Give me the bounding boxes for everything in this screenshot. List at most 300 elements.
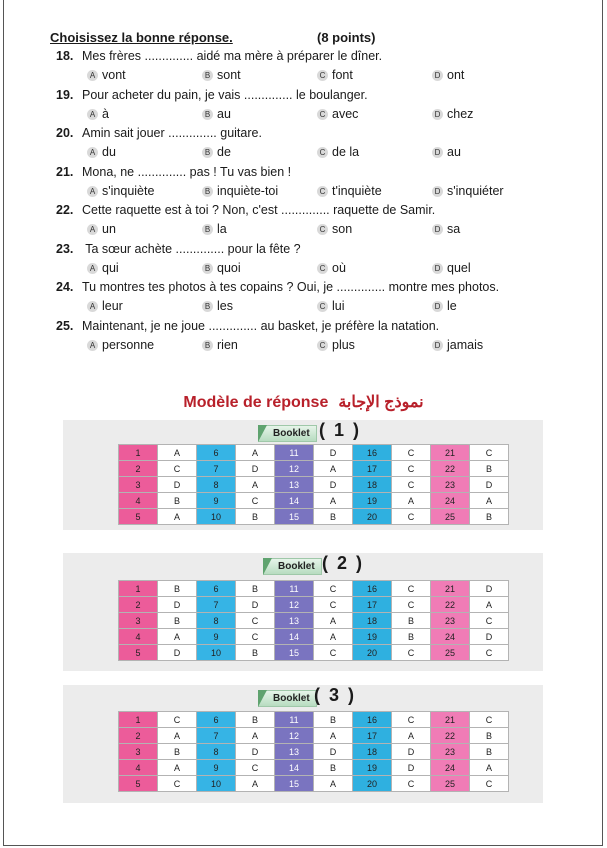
question-list — [56, 49, 576, 357]
question-number-cell: 8 — [197, 613, 236, 629]
question-stem — [56, 319, 439, 333]
question-number-cell: 18 — [353, 477, 392, 493]
answer-cell: C — [236, 613, 275, 629]
option-letter-icon: A — [87, 147, 98, 158]
question-number: 20. — [56, 126, 74, 140]
option-list — [87, 107, 577, 125]
answer-cell: C — [470, 645, 509, 661]
option-letter-icon: C — [317, 263, 328, 274]
option-list — [87, 299, 577, 317]
answer-cell: B — [158, 493, 197, 509]
answer-option[interactable] — [87, 68, 126, 82]
answer-option[interactable] — [202, 299, 233, 313]
answer-cell: C — [392, 645, 431, 661]
grid-row — [119, 461, 509, 477]
option-letter-icon: A — [87, 301, 98, 312]
option-text: au — [447, 145, 461, 159]
question-number-cell: 17 — [353, 728, 392, 744]
question-number-cell: 24 — [431, 629, 470, 645]
answer-cell: B — [314, 760, 353, 776]
answer-cell: B — [314, 509, 353, 525]
question-number: 19. — [56, 87, 74, 102]
model-title-ar: نموذج الإجابة — [338, 394, 424, 411]
answer-option[interactable] — [317, 107, 358, 121]
answer-option[interactable] — [317, 261, 346, 275]
question-number-cell: 18 — [353, 744, 392, 760]
answer-cell: B — [236, 581, 275, 597]
question-number: 21. — [56, 164, 74, 179]
grid-row — [119, 760, 509, 776]
answer-option[interactable] — [87, 107, 109, 121]
option-list — [87, 184, 577, 202]
question-number-cell: 25 — [431, 645, 470, 661]
booklet-tag: Booklet — [258, 425, 317, 442]
answer-option[interactable] — [317, 145, 359, 159]
answer-option[interactable] — [432, 184, 504, 198]
option-letter-icon: C — [317, 70, 328, 81]
question-number-cell: 6 — [197, 581, 236, 597]
answer-cell: C — [236, 760, 275, 776]
answer-option[interactable] — [432, 299, 457, 313]
answer-option[interactable] — [202, 68, 241, 82]
question-number: 18. — [56, 49, 74, 63]
answer-cell: C — [392, 712, 431, 728]
option-letter-icon: C — [317, 340, 328, 351]
question-number-cell: 21 — [431, 712, 470, 728]
question-text: Pour acheter du pain, je vais .............. le boulanger. — [82, 87, 368, 102]
question-number-cell: 3 — [119, 744, 158, 760]
question-number-cell: 23 — [431, 613, 470, 629]
answer-cell: D — [470, 629, 509, 645]
question-number-cell: 5 — [119, 509, 158, 525]
booklet-number: ( 1 ) — [319, 420, 362, 440]
question-number-cell: 7 — [197, 461, 236, 477]
question-text: Maintenant, je ne joue .............. au basket, je préfère la natation. — [82, 318, 440, 333]
answer-option[interactable] — [87, 299, 123, 313]
option-text: chez — [447, 106, 474, 121]
answer-cell: B — [236, 645, 275, 661]
question-number-cell: 12 — [275, 461, 314, 477]
option-letter-icon: B — [202, 340, 213, 351]
grid-row — [119, 629, 509, 645]
answer-option[interactable] — [87, 338, 154, 352]
question-number-cell: 2 — [119, 597, 158, 613]
question-number: 22. — [56, 203, 74, 217]
answer-option[interactable] — [432, 107, 473, 121]
question-number-cell: 9 — [197, 629, 236, 645]
question-stem — [56, 242, 301, 256]
answer-cell: A — [470, 760, 509, 776]
booklet-header — [63, 420, 543, 442]
question-item — [56, 280, 576, 319]
question-number-cell: 12 — [275, 597, 314, 613]
option-list — [87, 145, 577, 163]
question-number-cell: 16 — [353, 445, 392, 461]
question-number-cell: 17 — [353, 597, 392, 613]
answer-grid — [118, 444, 509, 525]
question-number-cell: 20 — [353, 509, 392, 525]
question-number-cell: 3 — [119, 613, 158, 629]
option-letter-icon: B — [202, 301, 213, 312]
answer-cell: C — [158, 712, 197, 728]
option-text: ont — [447, 68, 465, 82]
option-letter-icon: D — [432, 109, 443, 120]
question-number-cell: 25 — [431, 776, 470, 792]
option-letter-icon: A — [87, 186, 98, 197]
question-number: 24. — [56, 280, 74, 294]
grid-row — [119, 581, 509, 597]
option-text: un — [102, 222, 116, 236]
answer-option[interactable] — [87, 261, 119, 275]
answer-cell: C — [158, 461, 197, 477]
option-text: rien — [217, 337, 238, 352]
answer-option[interactable] — [317, 222, 352, 236]
question-number-cell: 12 — [275, 728, 314, 744]
answer-cell: D — [314, 445, 353, 461]
question-number-cell: 19 — [353, 629, 392, 645]
question-item — [56, 126, 576, 165]
answer-option[interactable] — [317, 68, 353, 82]
question-number-cell: 1 — [119, 581, 158, 597]
option-letter-icon: D — [432, 224, 443, 235]
answer-cell: A — [392, 728, 431, 744]
question-number-cell: 11 — [275, 712, 314, 728]
question-number-cell: 6 — [197, 712, 236, 728]
option-text: vont — [102, 68, 126, 82]
answer-cell: D — [236, 461, 275, 477]
answer-cell: C — [314, 645, 353, 661]
question-number-cell: 13 — [275, 477, 314, 493]
answer-cell: C — [314, 581, 353, 597]
question-number-cell: 24 — [431, 493, 470, 509]
option-letter-icon: B — [202, 224, 213, 235]
answer-cell: C — [470, 445, 509, 461]
question-text: Mona, ne .............. pas ! Tu vas bien ! — [82, 164, 292, 179]
booklet-tag: Booklet — [263, 558, 322, 575]
answer-grid — [118, 580, 509, 661]
answer-option[interactable] — [202, 261, 241, 275]
grid-row — [119, 477, 509, 493]
question-number-cell: 15 — [275, 509, 314, 525]
option-letter-icon: A — [87, 263, 98, 274]
points-label: (8 points) — [317, 30, 376, 45]
question-number-cell: 24 — [431, 760, 470, 776]
answer-option[interactable] — [432, 338, 483, 352]
question-stem — [56, 165, 291, 179]
option-text: sa — [447, 222, 461, 236]
answer-cell: A — [470, 597, 509, 613]
question-number-cell: 16 — [353, 712, 392, 728]
option-text: au — [217, 106, 231, 121]
answer-option[interactable] — [202, 145, 231, 159]
answer-cell: B — [470, 509, 509, 525]
option-text: personne — [102, 337, 155, 352]
option-text: jamais — [447, 337, 484, 352]
answer-cell: A — [314, 461, 353, 477]
question-number-cell: 18 — [353, 613, 392, 629]
option-letter-icon: C — [317, 186, 328, 197]
answer-option[interactable] — [87, 145, 116, 159]
answer-cell: B — [314, 712, 353, 728]
answer-cell: D — [158, 477, 197, 493]
question-stem — [56, 126, 262, 140]
answer-cell: D — [392, 744, 431, 760]
question-number-cell: 10 — [197, 776, 236, 792]
answer-cell: A — [158, 760, 197, 776]
answer-option[interactable] — [317, 184, 382, 198]
question-number-cell: 7 — [197, 597, 236, 613]
model-title — [0, 392, 607, 412]
answer-option[interactable] — [87, 184, 154, 198]
answer-cell: C — [236, 493, 275, 509]
booklet-header — [63, 685, 543, 707]
question-number: 25. — [56, 318, 74, 333]
question-item — [56, 88, 576, 127]
question-number-cell: 8 — [197, 744, 236, 760]
answer-cell: B — [158, 613, 197, 629]
question-number-cell: 14 — [275, 629, 314, 645]
answer-option[interactable] — [317, 299, 345, 313]
question-number-cell: 1 — [119, 712, 158, 728]
question-text: Mes frères .............. aidé ma mère à préparer le dîner. — [82, 49, 383, 63]
booklet-tag: Booklet — [258, 690, 317, 707]
option-letter-icon: D — [432, 147, 443, 158]
answer-cell: D — [158, 597, 197, 613]
question-item — [56, 203, 576, 242]
question-number-cell: 5 — [119, 645, 158, 661]
option-letter-icon: D — [432, 70, 443, 81]
question-number: 23. — [56, 241, 74, 256]
question-number-cell: 13 — [275, 744, 314, 760]
answer-cell: A — [314, 728, 353, 744]
answer-cell: D — [470, 581, 509, 597]
answer-cell: C — [236, 629, 275, 645]
answer-cell: A — [236, 728, 275, 744]
question-number-cell: 7 — [197, 728, 236, 744]
grid-row — [119, 645, 509, 661]
answer-cell: C — [392, 445, 431, 461]
answer-cell: C — [392, 597, 431, 613]
question-number-cell: 22 — [431, 461, 470, 477]
option-text: lui — [332, 299, 345, 313]
question-item — [56, 319, 576, 358]
answer-cell: B — [392, 629, 431, 645]
question-number-cell: 6 — [197, 445, 236, 461]
instruction-title: Choisissez la bonne réponse. — [50, 30, 233, 45]
answer-cell: B — [236, 712, 275, 728]
question-number-cell: 15 — [275, 776, 314, 792]
option-letter-icon: D — [432, 340, 443, 351]
question-text: Ta sœur achète .............. pour la fête ? — [82, 241, 301, 256]
question-number-cell: 21 — [431, 581, 470, 597]
question-number-cell: 13 — [275, 613, 314, 629]
answer-cell: C — [392, 581, 431, 597]
answer-cell: C — [314, 597, 353, 613]
question-number-cell: 19 — [353, 493, 392, 509]
answer-cell: A — [470, 493, 509, 509]
question-number-cell: 23 — [431, 744, 470, 760]
section-header — [50, 30, 376, 45]
option-list — [87, 338, 577, 356]
answer-cell: D — [236, 597, 275, 613]
answer-cell: C — [392, 776, 431, 792]
option-text: plus — [332, 337, 355, 352]
question-number-cell: 20 — [353, 776, 392, 792]
option-text: s'inquiète — [102, 183, 155, 198]
answer-cell: C — [392, 509, 431, 525]
question-number-cell: 21 — [431, 445, 470, 461]
answer-cell: C — [392, 461, 431, 477]
option-letter-icon: D — [432, 301, 443, 312]
answer-cell: D — [392, 760, 431, 776]
option-letter-icon: A — [87, 340, 98, 351]
question-number-cell: 9 — [197, 760, 236, 776]
question-text: Tu montres tes photos à tes copains ? Oui, je .............. montre mes photos. — [82, 280, 500, 294]
answer-option[interactable] — [202, 338, 238, 352]
answer-cell: A — [158, 728, 197, 744]
booklet-2 — [63, 553, 543, 671]
option-letter-icon: A — [87, 109, 98, 120]
question-number-cell: 4 — [119, 493, 158, 509]
answer-cell: A — [158, 629, 197, 645]
question-text: Amin sait jouer .............. guitare. — [82, 126, 262, 140]
question-item — [56, 165, 576, 204]
question-number-cell: 3 — [119, 477, 158, 493]
question-stem — [56, 88, 368, 102]
answer-option[interactable] — [317, 338, 355, 352]
answer-cell: B — [470, 744, 509, 760]
answer-cell: B — [470, 728, 509, 744]
option-list — [87, 261, 577, 279]
option-text: qui — [102, 260, 119, 275]
question-number-cell: 1 — [119, 445, 158, 461]
answer-cell: A — [314, 493, 353, 509]
question-number-cell: 17 — [353, 461, 392, 477]
answer-cell: D — [314, 477, 353, 493]
option-text: font — [332, 68, 353, 82]
grid-row — [119, 712, 509, 728]
option-letter-icon: C — [317, 109, 328, 120]
answer-cell: A — [236, 776, 275, 792]
option-text: son — [332, 222, 353, 236]
option-text: avec — [332, 106, 359, 121]
grid-row — [119, 728, 509, 744]
option-letter-icon: B — [202, 263, 213, 274]
option-list — [87, 222, 577, 240]
answer-option[interactable] — [432, 261, 471, 275]
answer-cell: D — [314, 744, 353, 760]
question-number-cell: 10 — [197, 645, 236, 661]
question-stem — [56, 203, 435, 217]
answer-cell: D — [470, 477, 509, 493]
answer-cell: B — [158, 744, 197, 760]
option-text: leur — [102, 299, 123, 313]
booklet-header — [63, 553, 543, 575]
booklet-number: ( 3 ) — [314, 685, 357, 705]
option-text: les — [217, 299, 233, 313]
option-letter-icon: A — [87, 70, 98, 81]
question-stem — [56, 280, 499, 294]
answer-cell: C — [470, 712, 509, 728]
answer-cell: B — [158, 581, 197, 597]
booklet-3 — [63, 685, 543, 803]
question-number-cell: 25 — [431, 509, 470, 525]
answer-cell: B — [470, 461, 509, 477]
answer-cell: C — [470, 613, 509, 629]
answer-option[interactable] — [432, 145, 461, 159]
grid-row — [119, 776, 509, 792]
answer-option[interactable] — [202, 184, 278, 198]
option-letter-icon: B — [202, 109, 213, 120]
question-number-cell: 15 — [275, 645, 314, 661]
question-number-cell: 22 — [431, 728, 470, 744]
grid-row — [119, 613, 509, 629]
answer-cell: A — [158, 509, 197, 525]
answer-cell: D — [236, 744, 275, 760]
option-letter-icon: B — [202, 70, 213, 81]
question-number-cell: 2 — [119, 728, 158, 744]
option-letter-icon: B — [202, 186, 213, 197]
question-number-cell: 11 — [275, 581, 314, 597]
question-stem — [56, 49, 382, 63]
answer-grid — [118, 711, 509, 792]
option-letter-icon: D — [432, 186, 443, 197]
model-title-fr: Modèle de réponse — [183, 394, 329, 411]
question-number-cell: 16 — [353, 581, 392, 597]
question-number-cell: 14 — [275, 493, 314, 509]
option-text: quel — [447, 260, 471, 275]
option-text: de la — [332, 145, 360, 159]
question-number-cell: 22 — [431, 597, 470, 613]
grid-row — [119, 509, 509, 525]
question-number-cell: 11 — [275, 445, 314, 461]
option-text: quoi — [217, 260, 241, 275]
option-text: inquiète-toi — [217, 183, 279, 198]
answer-option[interactable] — [432, 222, 460, 236]
answer-option[interactable] — [87, 222, 116, 236]
grid-row — [119, 445, 509, 461]
option-text: de — [217, 145, 231, 159]
option-letter-icon: B — [202, 147, 213, 158]
question-number-cell: 10 — [197, 509, 236, 525]
answer-option[interactable] — [432, 68, 464, 82]
option-letter-icon: A — [87, 224, 98, 235]
booklet-number: ( 2 ) — [322, 553, 365, 573]
question-number-cell: 20 — [353, 645, 392, 661]
question-number-cell: 19 — [353, 760, 392, 776]
answer-option[interactable] — [202, 222, 227, 236]
option-letter-icon: C — [317, 301, 328, 312]
question-item — [56, 242, 576, 281]
question-number-cell: 4 — [119, 629, 158, 645]
answer-cell: D — [158, 645, 197, 661]
question-number-cell: 2 — [119, 461, 158, 477]
grid-row — [119, 744, 509, 760]
option-text: s'inquiéter — [447, 183, 504, 198]
option-text: où — [332, 260, 346, 275]
answer-cell: B — [236, 509, 275, 525]
answer-cell: A — [236, 477, 275, 493]
question-item — [56, 49, 576, 88]
question-number-cell: 9 — [197, 493, 236, 509]
answer-option[interactable] — [202, 107, 231, 121]
booklet-1 — [63, 420, 543, 530]
option-text: à — [102, 106, 109, 121]
option-text: t'inquiète — [332, 183, 382, 198]
answer-cell: A — [392, 493, 431, 509]
answer-cell: A — [158, 445, 197, 461]
answer-cell: A — [314, 613, 353, 629]
